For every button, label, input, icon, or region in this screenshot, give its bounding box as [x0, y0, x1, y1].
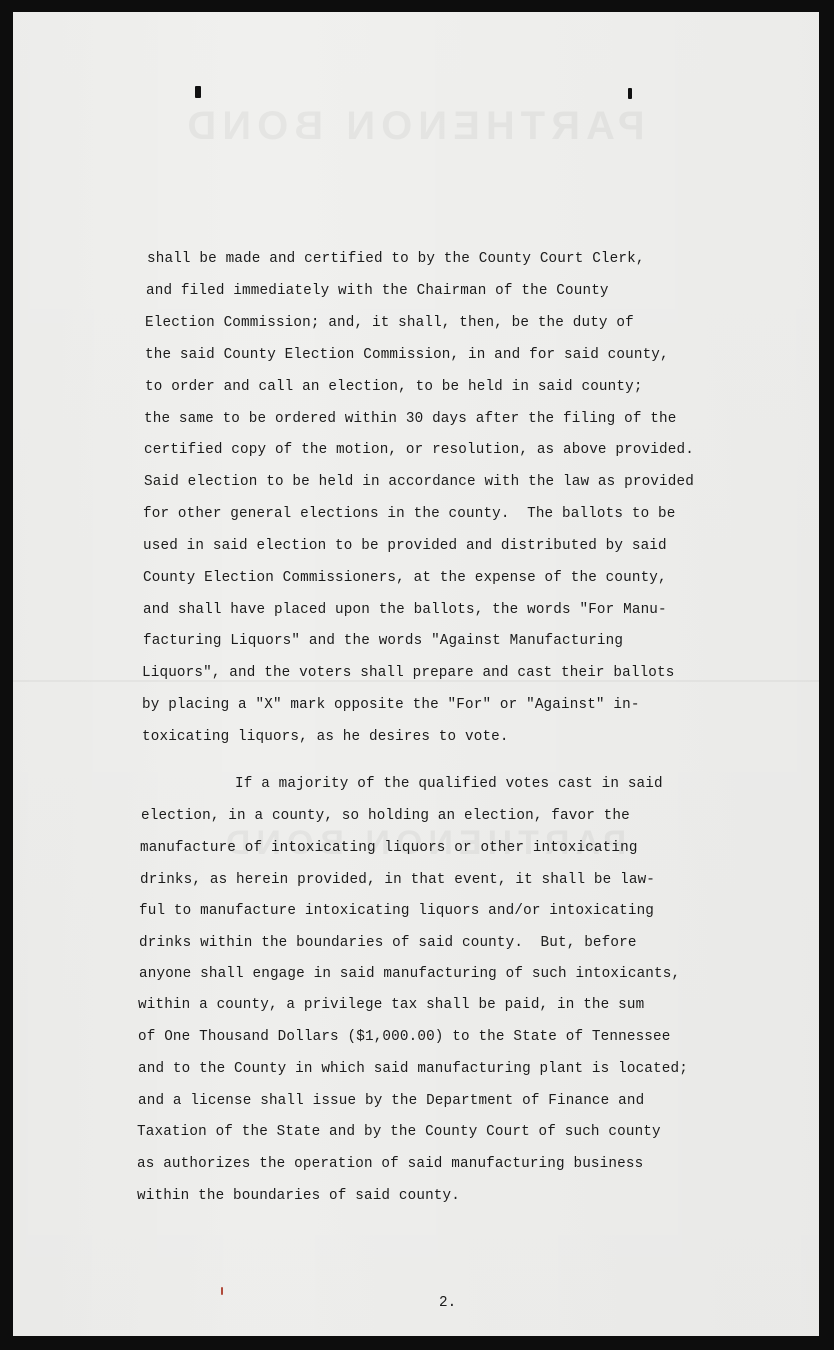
- text-line: drinks, as herein provided, in that event, it shall be law-: [140, 872, 656, 888]
- text-line: toxicating liquors, as he desires to vote.: [142, 729, 509, 745]
- text-line: If a majority of the qualified votes cast in said: [235, 776, 663, 792]
- text-line: certified copy of the motion, or resolution, as above provided.: [144, 442, 694, 458]
- text-line: Taxation of the State and by the County Court of such county: [137, 1124, 661, 1140]
- text-line: shall be made and certified to by the County Court Clerk,: [147, 251, 645, 267]
- text-line: used in said election to be provided and distributed by said: [143, 538, 667, 554]
- text-line: the said County Election Commission, in and for said county,: [145, 347, 669, 363]
- text-line: County Election Commissioners, at the expense of the county,: [143, 570, 667, 586]
- text-line: Said election to be held in accordance with the law as provided: [144, 474, 694, 490]
- ink-tick-mark: [221, 1287, 223, 1295]
- text-line: Liquors", and the voters shall prepare and cast their ballots: [142, 665, 675, 681]
- text-line: anyone shall engage in said manufacturing of such intoxicants,: [139, 966, 681, 982]
- text-line: drinks within the boundaries of said county. But, before: [139, 935, 637, 951]
- text-line: as authorizes the operation of said manufacturing business: [137, 1156, 644, 1172]
- document-page: [13, 12, 819, 1336]
- body-text: [13, 12, 819, 1336]
- text-line: and to the County in which said manufacturing plant is located;: [138, 1061, 688, 1077]
- text-line: and a license shall issue by the Department of Finance and: [138, 1093, 645, 1109]
- text-line: for other general elections in the county. The ballots to be: [143, 506, 676, 522]
- text-line: Election Commission; and, it shall, then, be the duty of: [145, 315, 634, 331]
- text-line: the same to be ordered within 30 days after the filing of the: [144, 411, 677, 427]
- text-line: of One Thousand Dollars ($1,000.00) to the State of Tennessee: [138, 1029, 671, 1045]
- text-line: and shall have placed upon the ballots, the words "For Manu-: [143, 602, 667, 618]
- text-line: within the boundaries of said county.: [137, 1188, 460, 1204]
- text-line: and filed immediately with the Chairman of the County: [146, 283, 609, 299]
- text-line: ful to manufacture intoxicating liquors and/or intoxicating: [139, 903, 655, 919]
- text-line: facturing Liquors" and the words "Against Manufacturing: [143, 633, 624, 649]
- text-line: within a county, a privilege tax shall be paid, in the sum: [138, 997, 645, 1013]
- text-line: by placing a "X" mark opposite the "For" or "Against" in-: [142, 697, 640, 713]
- text-line: election, in a county, so holding an election, favor the: [141, 808, 630, 824]
- text-line: manufacture of intoxicating liquors or other intoxicating: [140, 840, 638, 856]
- page-number: 2.: [439, 1295, 457, 1311]
- text-line: to order and call an election, to be held in said county;: [145, 379, 643, 395]
